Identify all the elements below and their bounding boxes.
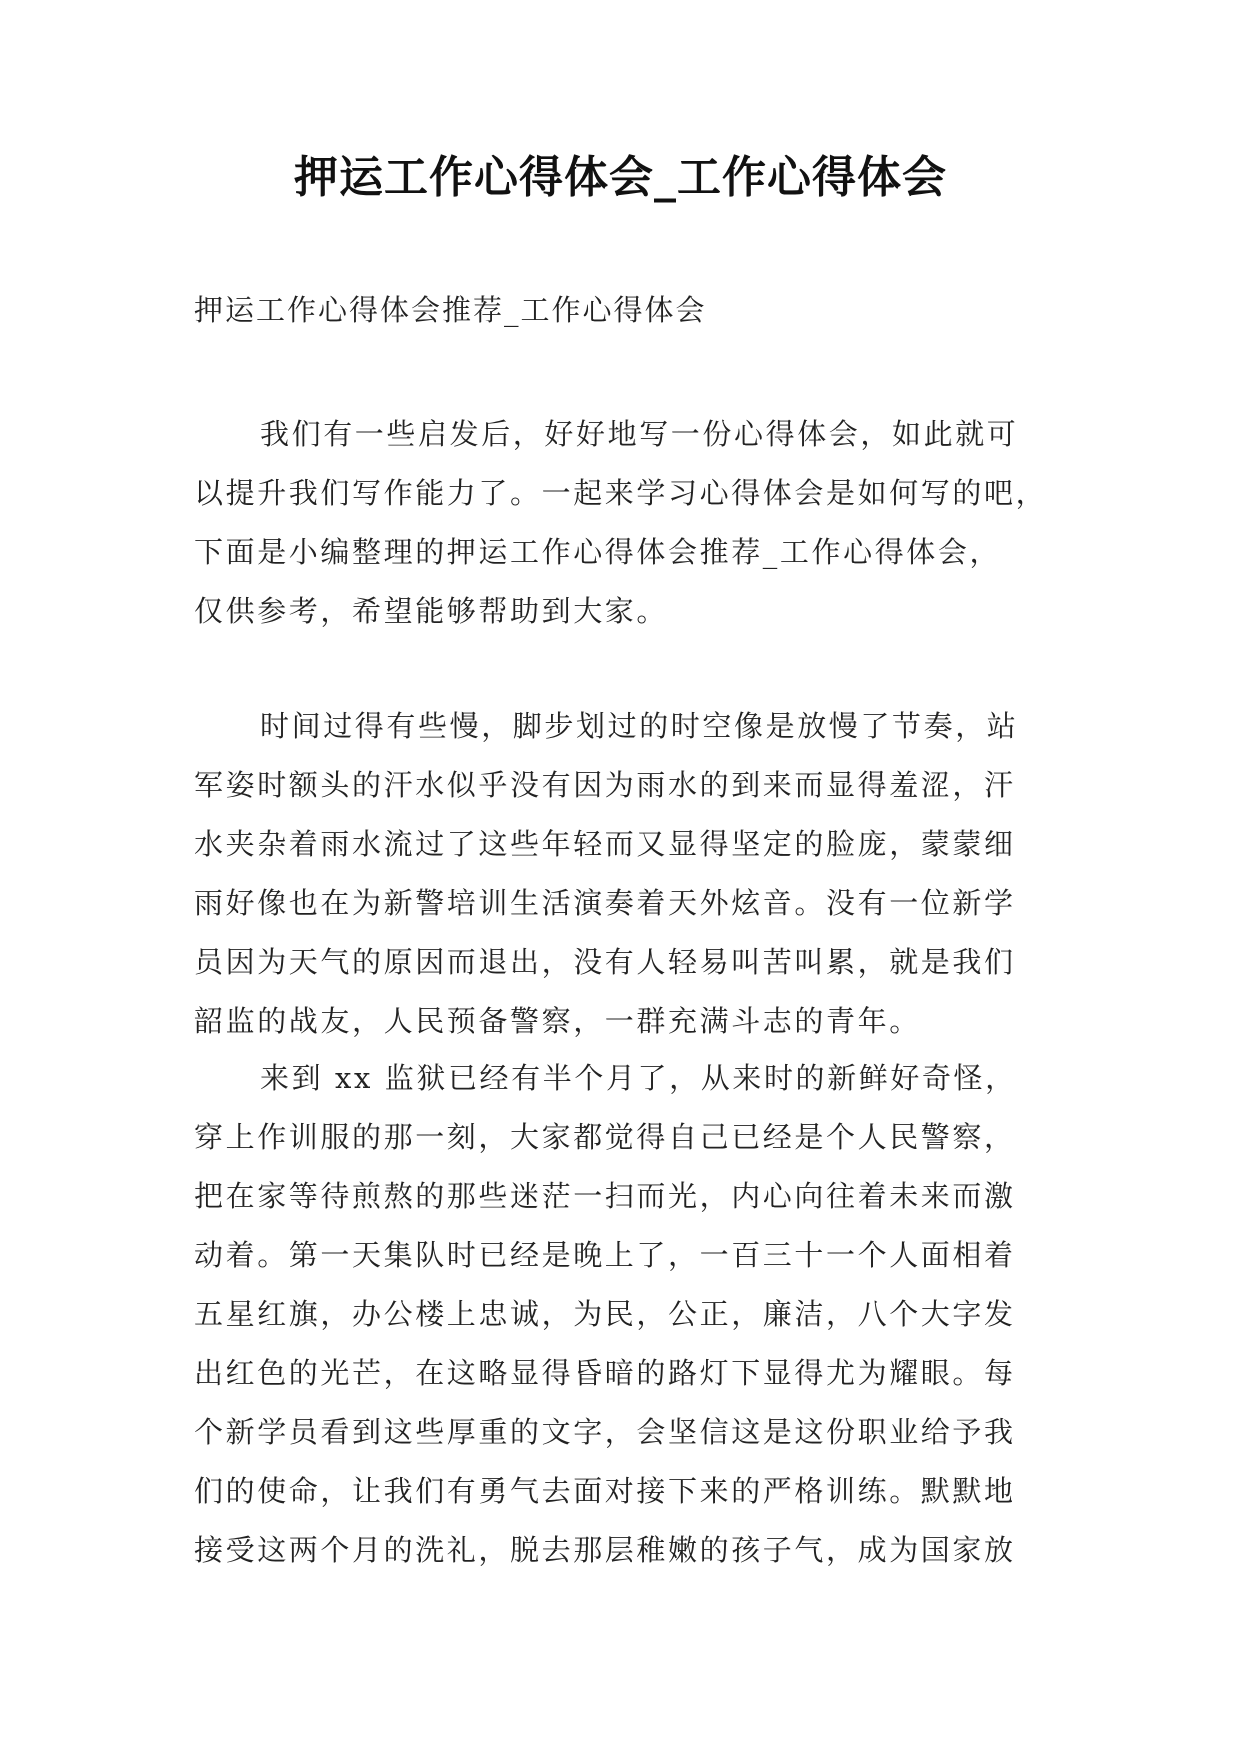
body-paragraph-2 [194, 1049, 1064, 1580]
text-line: 员因为天气的原因而退出，没有人轻易叫苦叫累，就是我们 [194, 945, 1016, 979]
text-line: 们的使命，让我们有勇气去面对接下来的严格训练。默默地 [194, 1474, 1016, 1508]
text-line: 下面是小编整理的押运工作心得体会推荐_工作心得体会， [194, 535, 1002, 569]
text-line: 五星红旗，办公楼上忠诚，为民，公正，廉洁，八个大字发 [194, 1297, 1016, 1331]
text-line: 穿上作训服的那一刻，大家都觉得自己已经是个人民警察， [194, 1120, 1016, 1154]
intro-paragraph [194, 405, 1064, 641]
text-line: 个新学员看到这些厚重的文字，会坚信这是这份职业给予我 [194, 1415, 1016, 1449]
page-title: 押运工作心得体会_工作心得体会 [294, 152, 947, 203]
text-line: 雨好像也在为新警培训生活演奏着天外炫音。没有一位新学 [194, 886, 1016, 920]
text-line: 时间过得有些慢，脚步划过的时空像是放慢了节奏，站 [260, 709, 1019, 743]
text-line: 动着。第一天集队时已经是晚上了，一百三十一个人面相着 [194, 1238, 1016, 1272]
text-line: 军姿时额头的汗水似乎没有因为雨水的到来而显得羞涩，汗 [194, 768, 1016, 802]
text-line: 韶监的战友，人民预备警察，一群充满斗志的青年。 [194, 1004, 921, 1038]
text-line: 把在家等待煎熬的那些迷茫一扫而光，内心向往着未来而激 [194, 1179, 1016, 1213]
text-line: 出红色的光芒，在这略显得昏暗的路灯下显得尤为耀眼。每 [194, 1356, 1016, 1390]
text-line: 仅供参考，希望能够帮助到大家。 [194, 594, 669, 628]
text-line: 我们有一些启发后，好好地写一份心得体会，如此就可 [260, 417, 1019, 451]
text-line: 接受这两个月的洗礼，脱去那层稚嫩的孩子气，成为国家放 [194, 1533, 1016, 1567]
body-paragraph-1 [194, 697, 1064, 1051]
text-line: 来到 xx 监狱已经有半个月了，从来时的新鲜好奇怪， [260, 1061, 1017, 1095]
text-line: 以提升我们写作能力了。一起来学习心得体会是如何写的吧， [194, 476, 1048, 510]
document-subtitle: 押运工作心得体会推荐_工作心得体会 [194, 293, 707, 327]
text-line: 水夹杂着雨水流过了这些年轻而又显得坚定的脸庞，蒙蒙细 [194, 827, 1016, 861]
